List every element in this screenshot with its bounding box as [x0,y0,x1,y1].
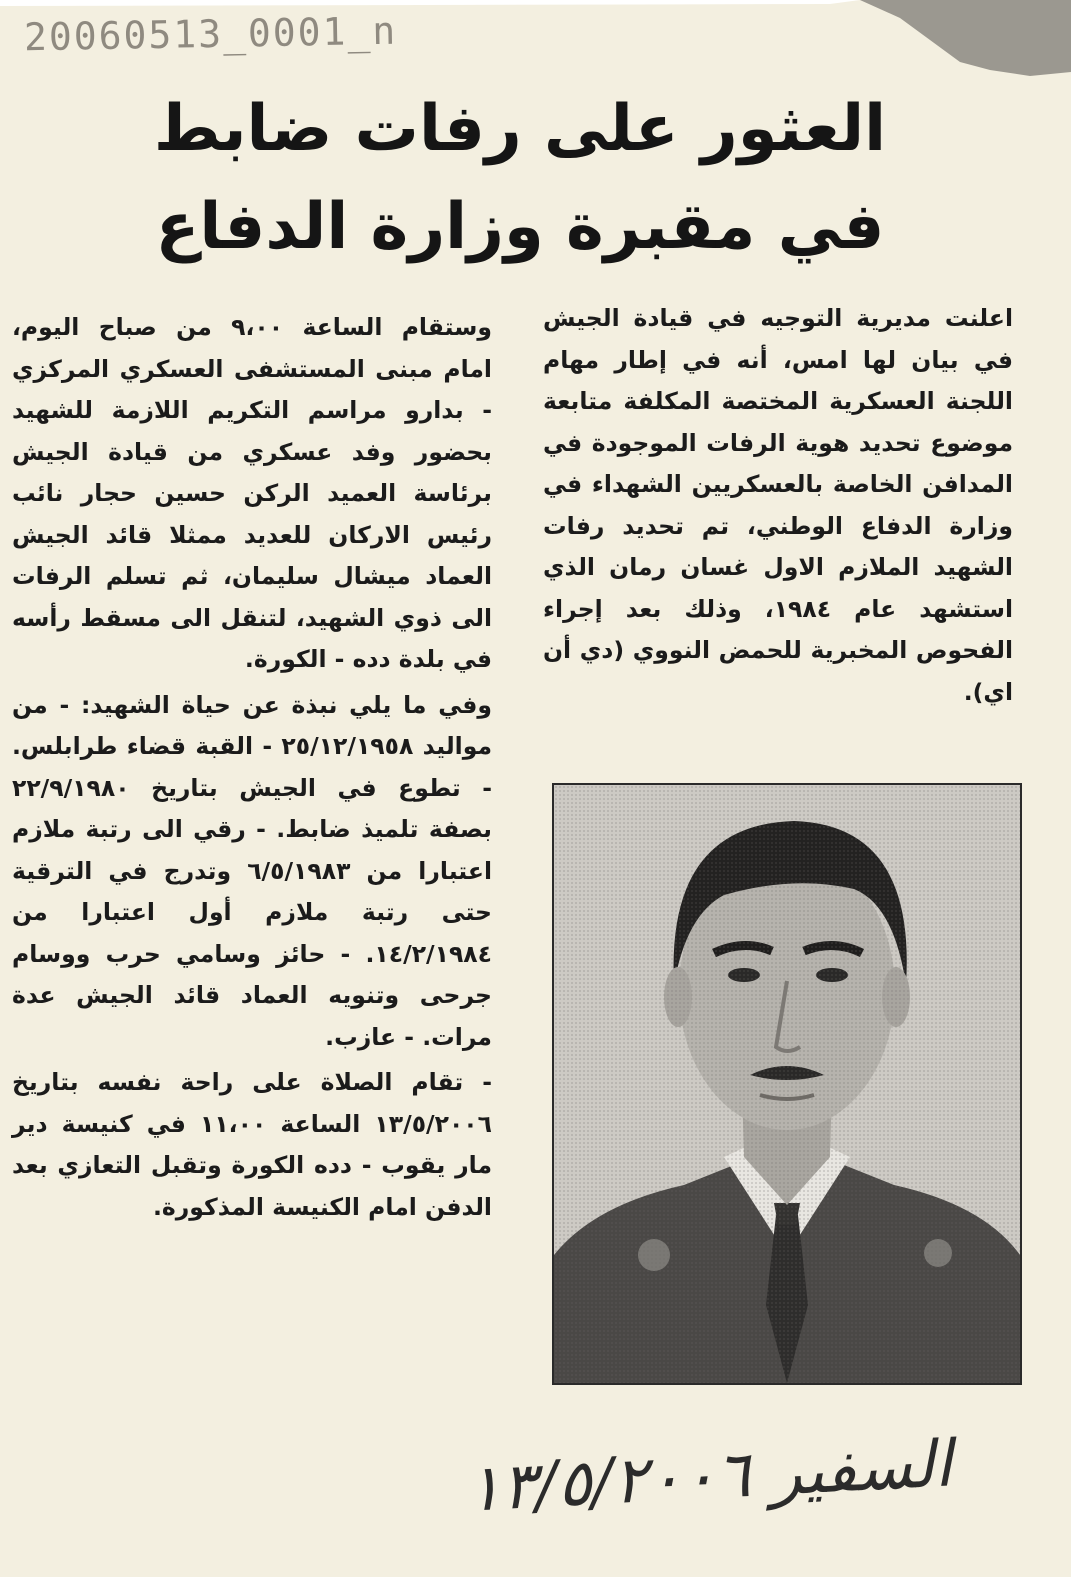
article-right-column [543,298,1013,713]
archive-id: 20060513_0001_n [23,8,398,60]
article-left-column [12,307,492,1228]
handwritten-source-date: السفير ١٣/٥/٢٠٠٦ [464,1427,954,1527]
headline-line-2: في مقبرة وزارة الدفاع [155,190,885,264]
article-paragraph: وفي ما يلي نبذة عن حياة الشهيد: - من مواليد ٢٥/١٢/١٩٥٨ - القبة قضاء طرابلس. - تطوع في الجيش بتاريخ ٢٢/٩/١٩٨٠ بصفة تلميذ ضابط. - رقي الى رتبة ملازم اعتبارا من ٦/٥/١٩٨٣ وتدرج في الترقية حتى رتبة ملازم أول اعتبارا من ١٤/٢/١٩٨٤. - حائز وسامي حرب ووسام جرحى وتنويه العماد قائد الجيش عدة مرات. - عازب. [12,690,492,1051]
article-paragraph: - تقام الصلاة على راحة نفسه بتاريخ ١٣/٥/٢٠٠٦ الساعة ١١،٠٠ في كنيسة دير مار يقوب - دده الكورة وتقبل التعازي بعد الدفن امام الكنيسة المذكورة. [12,1068,492,1221]
headline-line-1: العثور على رفات ضابط [153,92,887,166]
article-paragraph: وستقام الساعة ٩،٠٠ من صباح اليوم، امام مبنى المستشفى العسكري المركزي - بدارو مراسم التكريم اللازمة للشهيد بحضور وفد عسكري من قيادة الجيش برئاسة العميد الركن حسين حجار نائب رئيس الاركان للعديد ممثلا قائد الجيش العماد ميشال سليمان، ثم تسلم الرفات الى ذوي الشهيد، لتنقل الى مسقط رأسه في بلدة دده - الكورة. [12,313,492,673]
headline [140,80,900,276]
article-paragraph: اعلنت مديرية التوجيه في قيادة الجيش في بيان لها امس، أنه في إطار مهام اللجنة العسكرية المختصة المكلفة متابعة موضوع تحديد هوية الرفات الموجودة في المدافن الخاصة بالعسكريين الشهداء في وزارة الدفاع الوطني، تم تحديد رفات الشهيد الملازم الاول غسان رمان الذي استشهد عام ١٩٨٤، وذلك بعد إجراء الفحوص المخبرية للحمض النووي (دي أن اي). [543,304,1013,706]
officer-portrait-photo [552,783,1022,1385]
